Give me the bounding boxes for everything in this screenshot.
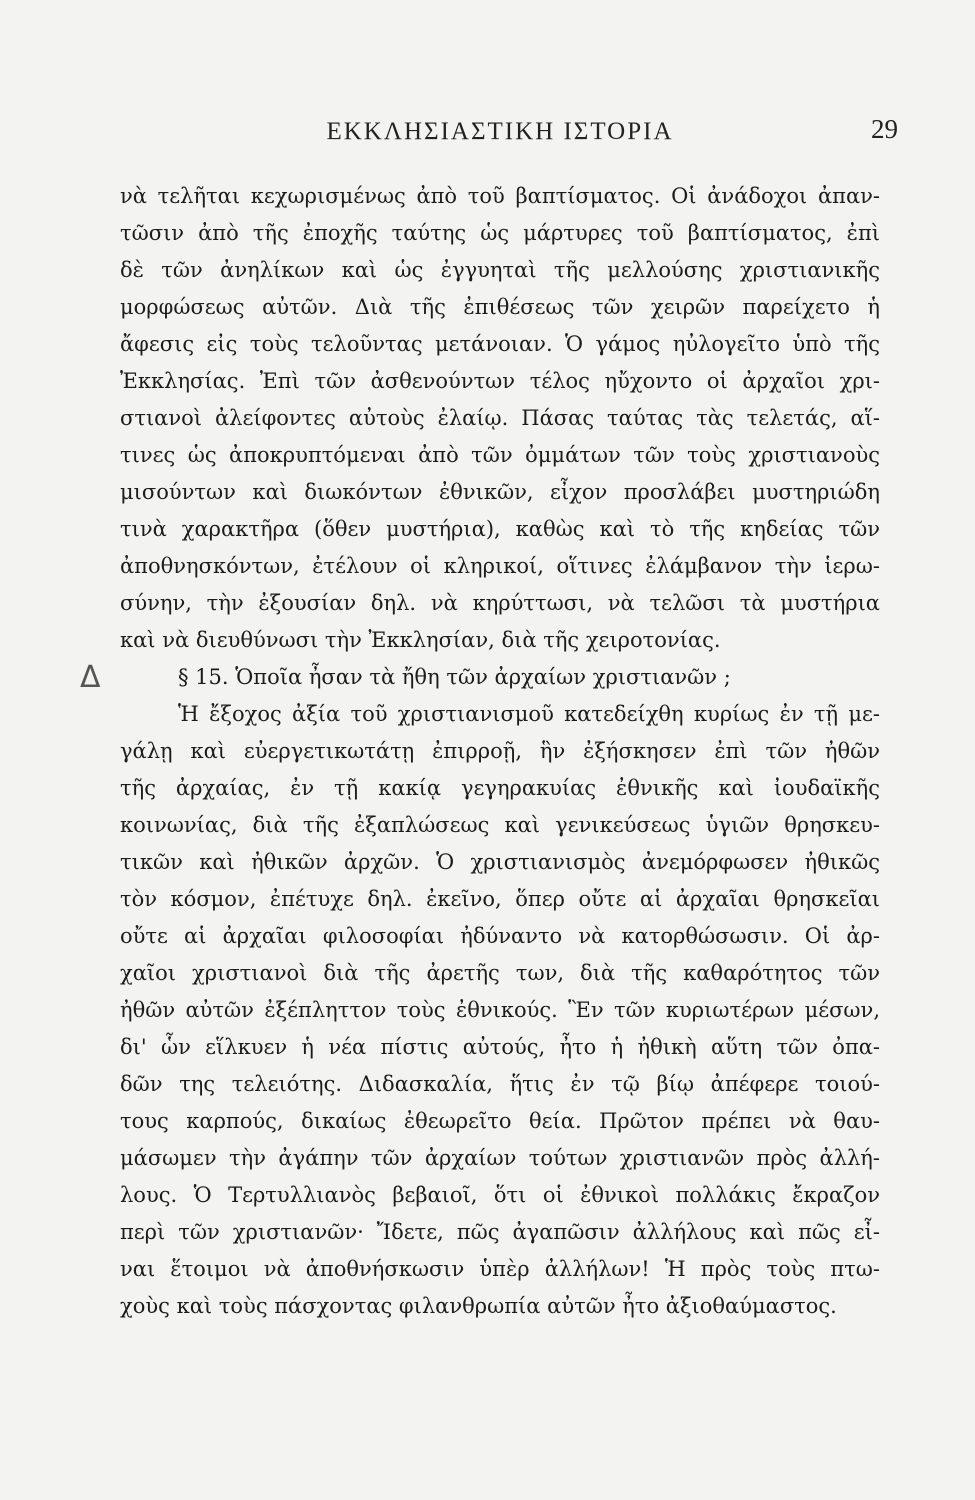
running-title: ΕΚΚΛΗΣΙΑΣΤΙΚΗ ΙΣΤΟΡΙΑ (326, 118, 674, 145)
text-line: σύνην, τὴν ἐξουσίαν δηλ. νὰ κηρύττωσι, νὰ τελῶσι τὰ μυστήρια (120, 591, 880, 615)
text-line: μάσωμεν τὴν ἀγάπην τῶν ἀρχαίων τούτων χριστιανῶν πρὸς ἀλλή- (120, 1146, 880, 1170)
body-text (120, 178, 880, 1325)
text-line: δι' ὧν εἵλκυεν ἡ νέα πίστις αὐτούς, ἦτο ἡ ἠθικὴ αὕτη τῶν ὀπα- (120, 1035, 880, 1059)
page-header (120, 114, 898, 148)
text-line: τικῶν καὶ ἠθικῶν ἀρχῶν. Ὁ χριστιανισμὸς ἀνεμόρφωσεν ἠθικῶς (120, 850, 880, 874)
text-line: νὰ τελῆται κεχωρισμένως ἀπὸ τοῦ βαπτίσματος. Οἱ ἀνάδοχοι ἀπαν- (120, 184, 880, 208)
text-line: μισούντων καὶ διωκόντων ἐθνικῶν, εἶχον προσλάβει μυστηριώδη (120, 480, 880, 504)
text-line: γάλῃ καὶ εὐεργετικωτάτῃ ἐπιρροῇ, ἣν ἐξήσκησεν ἐπὶ τῶν ἠθῶν (120, 739, 880, 763)
text-line: τὸν κόσμον, ἐπέτυχε δηλ. ἐκεῖνο, ὅπερ οὔτε αἱ ἀρχαῖαι θρησκεῖαι (120, 887, 880, 911)
page-number: 29 (871, 114, 898, 144)
text-line: δῶν της τελειότης. Διδασκαλία, ἥτις ἐν τῷ βίῳ ἀπέφερε τοιού- (120, 1072, 880, 1096)
text-line: περὶ τῶν χριστιανῶν· Ἴδετε, πῶς ἀγαπῶσιν ἀλλήλους καὶ πῶς εἶ- (120, 1220, 880, 1244)
text-line: μορφώσεως αὐτῶν. Διὰ τῆς ἐπιθέσεως τῶν χειρῶν παρείχετο ἡ (120, 295, 880, 319)
text-line: χοὺς καὶ τοὺς πάσχοντας φιλανθρωπία αὐτῶν ἦτο ἀξιοθαύμαστος. (120, 1294, 837, 1318)
text-line: τῶσιν ἀπὸ τῆς ἐποχῆς ταύτης ὡς μάρτυρες τοῦ βαπτίσματος, ἐπὶ (120, 221, 880, 245)
text-line: καὶ νὰ διευθύνωσι τὴν Ἐκκλησίαν, διὰ τῆς χειροτονίας. (120, 628, 721, 652)
text-line: ἠθῶν αὐτῶν ἐξέπληττον τοὺς ἐθνικούς. Ἓν τῶν κυριωτέρων μέσων, (120, 998, 880, 1022)
text-line: τους καρπούς, δικαίως ἐθεωρεῖτο θεία. Πρῶτον πρέπει νὰ θαυ- (120, 1109, 880, 1133)
text-line: τῆς ἀρχαίας, ἐν τῇ κακίᾳ γεγηρακυίας ἐθνικῆς καὶ ἰουδαϊκῆς (120, 776, 880, 800)
margin-mark: Δ (80, 660, 101, 695)
text-line: οὔτε αἱ ἀρχαῖαι φιλοσοφίαι ἠδύναντο νὰ κατορθώσωσιν. Οἱ ἀρ- (120, 924, 880, 948)
text-line: Ἡ ἔξοχος ἀξία τοῦ χριστιανισμοῦ κατεδείχθη κυρίως ἐν τῇ με- (178, 702, 880, 726)
text-line: ἄφεσις εἰς τοὺς τελοῦντας μετάνοιαν. Ὁ γάμος ηὐλογεῖτο ὑπὸ τῆς (120, 332, 880, 356)
text-line: τινὰ χαρακτῆρα (ὅθεν μυστήρια), καθὼς καὶ τὸ τῆς κηδείας τῶν (120, 517, 880, 541)
text-line: κοινωνίας, διὰ τῆς ἐξαπλώσεως καὶ γενικεύσεως ὑγιῶν θρησκευ- (120, 813, 880, 837)
section-heading: § 15. Ὁποῖα ἦσαν τὰ ἤθη τῶν ἀρχαίων χριστιανῶν ; (178, 665, 731, 689)
text-line: δὲ τῶν ἀνηλίκων καὶ ὡς ἐγγυηταὶ τῆς μελλούσης χριστιανικῆς (120, 258, 880, 282)
text-line: Ἐκκλησίας. Ἐπὶ τῶν ἀσθενούντων τέλος ηὔχοντο οἱ ἀρχαῖοι χρι- (120, 369, 880, 393)
text-line: τινες ὡς ἀποκρυπτόμεναι ἀπὸ τῶν ὀμμάτων τῶν τοὺς χριστιανοὺς (120, 443, 880, 467)
text-line: στιανοὶ ἀλείφοντες αὐτοὺς ἐλαίῳ. Πάσας ταύτας τὰς τελετάς, αἵ- (120, 406, 880, 430)
text-line: ἀποθνησκόντων, ἐτέλουν οἱ κληρικοί, οἵτινες ἐλάμβανον τὴν ἱερω- (120, 554, 880, 578)
text-line: λους. Ὁ Τερτυλλιανὸς βεβαιοῖ, ὅτι οἱ ἐθνικοὶ πολλάκις ἔκραζον (120, 1183, 880, 1207)
text-line: ναι ἕτοιμοι νὰ ἀποθνήσκωσιν ὑπὲρ ἀλλήλων! Ἡ πρὸς τοὺς πτω- (120, 1257, 880, 1281)
text-line: χαῖοι χριστιανοὶ διὰ τῆς ἀρετῆς των, διὰ τῆς καθαρότητος τῶν (120, 961, 880, 985)
